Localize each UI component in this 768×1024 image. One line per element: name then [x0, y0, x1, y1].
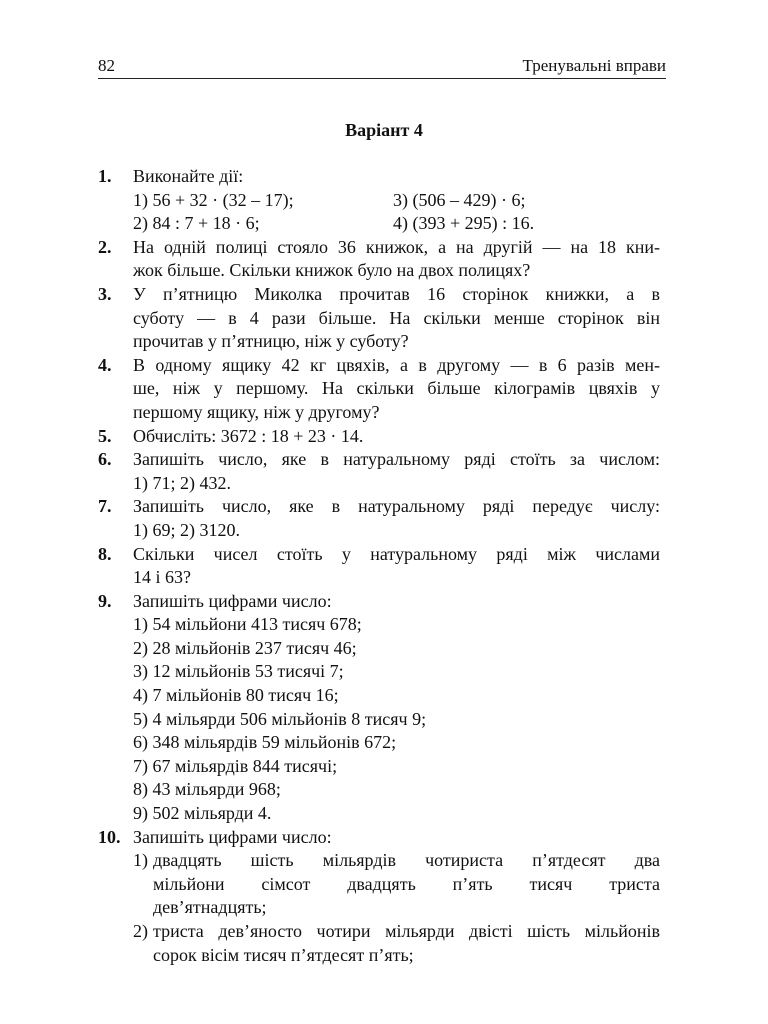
task-number: 10.: [98, 826, 121, 847]
list-item: [133, 920, 660, 967]
subtask: 1) 56 + 32 · (32 – 17);: [133, 189, 294, 210]
item-label: 2): [133, 921, 148, 941]
task-text-line: першому ящику, ніж у другому?: [133, 401, 380, 422]
page-header: [98, 54, 666, 79]
task-text-line: Запишіть число, яке в натуральному ряді передує числу:: [133, 496, 660, 517]
task-2: [98, 236, 660, 283]
task-text-line: 1) 71; 2) 432.: [133, 472, 231, 493]
task-text: Запишіть цифрами число:: [133, 590, 332, 611]
task-number: 1.: [98, 166, 112, 186]
subtask: 4) (393 + 295) : 16.: [393, 213, 535, 234]
task-text-line: суботу — в 4 рази більше. На скільки менше сторінок він: [133, 307, 660, 328]
task-text-line: У п’ятницю Миколка прочитав 16 сторінок книжки, а в: [133, 283, 660, 304]
list-item: 3) 12 мільйонів 53 тисячі 7;: [133, 661, 344, 682]
task-text-line: В одному ящику 42 кг цвяхів, а в другому — в 6 разів мен-: [133, 354, 660, 375]
task-text: Виконайте дії:: [133, 166, 244, 186]
task-5: [98, 425, 660, 449]
item-text-line: двадцять шість мільярдів чотириста п’ятдесят два: [153, 850, 660, 871]
item-text-line: сорок вісім тисяч п’ятдесят п’ять;: [153, 944, 414, 965]
task-8: [98, 543, 660, 590]
task-10: [98, 826, 660, 968]
item-text-line: дев’ятнадцять;: [153, 897, 267, 918]
task-number: 7.: [98, 496, 112, 517]
item-text-line: мільйони сімсот двадцять п’ять тисяч триста: [153, 873, 660, 894]
task-text-line: ше, ніж у першому. На скільки більше кілограмів цвяхів у: [133, 378, 660, 399]
item-label: 1): [133, 850, 148, 871]
task-4: [98, 354, 660, 425]
task-number: 6.: [98, 449, 112, 470]
running-title: Тренувальні вправи: [522, 56, 666, 75]
page-number: 82: [98, 56, 115, 75]
list-item: 1) 54 мільйони 413 тисяч 678;: [133, 614, 362, 635]
task-number: 9.: [98, 590, 112, 611]
list-item: 9) 502 мільярди 4.: [133, 803, 272, 824]
task-1: [98, 165, 660, 236]
variant-title: Варіант 4: [345, 120, 423, 140]
task-text: Запишіть цифрами число:: [133, 826, 332, 847]
list-item: 5) 4 мільярди 506 мільйонів 8 тисяч 9;: [133, 708, 427, 729]
task-number: 5.: [98, 425, 112, 446]
task-number: 2.: [98, 236, 112, 257]
task-text-line: Запишіть число, яке в натуральному ряді стоїть за числом:: [133, 449, 660, 470]
task-text-line: 14 і 63?: [133, 567, 191, 588]
list-item: 6) 348 мільярдів 59 мільйонів 672;: [133, 732, 397, 753]
task-9: [98, 590, 660, 826]
task-7: [98, 495, 660, 542]
task-3: [98, 283, 660, 354]
item-text-line: триста дев’яносто чотири мільярди двісті шість мільйонів: [153, 921, 660, 941]
task-text-line: 1) 69; 2) 3120.: [133, 519, 240, 540]
task-number: 8.: [98, 543, 112, 564]
subtask: 2) 84 : 7 + 18 · 6;: [133, 213, 260, 234]
subtask: 3) (506 – 429) · 6;: [393, 189, 526, 210]
task-text-line: жок більше. Скільки книжок було на двох полицях?: [133, 260, 531, 281]
task-text: Обчисліть: 3672 : 18 + 23 · 14.: [133, 425, 364, 446]
task-text-line: Скільки чисел стоїть у натуральному ряді між числами: [133, 543, 660, 564]
task-text-line: На одній полиці стояло 36 книжок, а на другій — на 18 кни-: [133, 236, 660, 257]
list-item: 2) 28 мільйонів 237 тисяч 46;: [133, 637, 357, 658]
task-6: [98, 448, 660, 495]
task-text-line: прочитав у п’ятницю, ніж у суботу?: [133, 331, 409, 352]
list-item: [133, 849, 660, 920]
task-number: 3.: [98, 283, 112, 304]
task-number: 4.: [98, 354, 112, 375]
list-item: 7) 67 мільярдів 844 тисячі;: [133, 755, 338, 776]
list-item: 8) 43 мільярди 968;: [133, 779, 281, 800]
task-list: [98, 165, 660, 967]
list-item: 4) 7 мільйонів 80 тисяч 16;: [133, 685, 339, 706]
